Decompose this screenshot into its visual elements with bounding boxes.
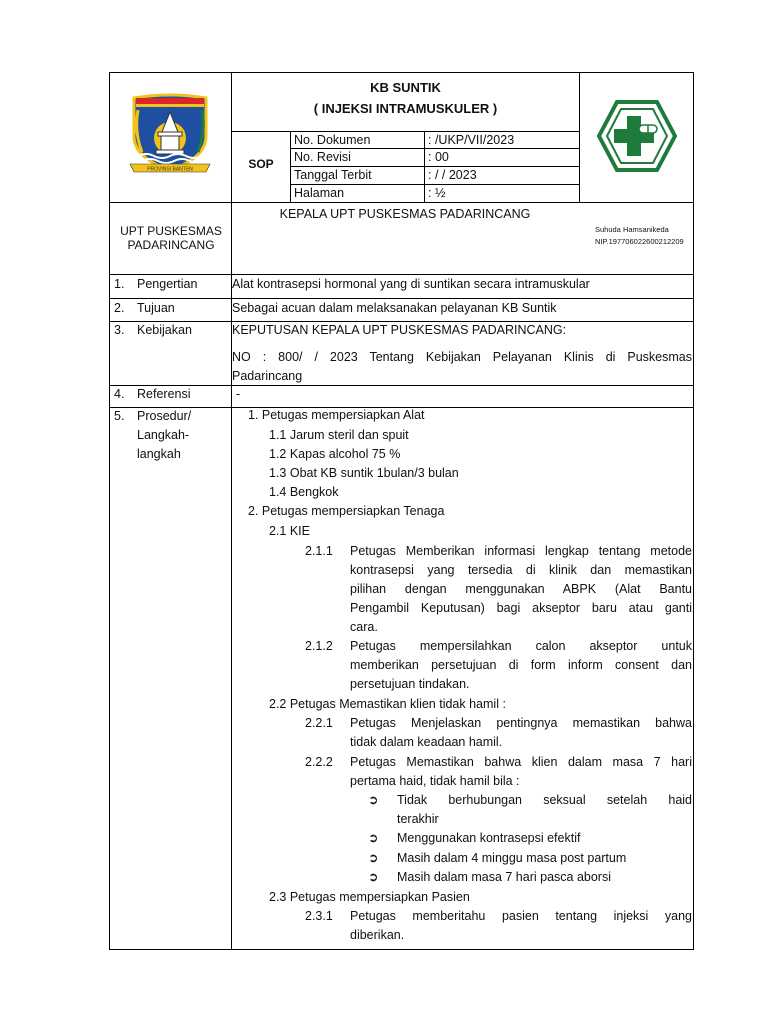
bullet-1-line-1: Tidak berhubungan seksual setelah haid bbox=[397, 793, 692, 807]
section-3-text-2a: NO : 800/ / 2023 Tentang Kebijakan Pelayanan Klinis di Puskesmas bbox=[232, 350, 692, 364]
section-3-label: Kebijakan bbox=[137, 323, 192, 337]
provinsi-banten-logo bbox=[128, 92, 212, 174]
procedure-step-2-1-1-line-1: Petugas Memberikan informasi lengkap tentang metode bbox=[350, 544, 692, 558]
document-subtitle: ( INJEKSI INTRAMUSKULER ) bbox=[313, 101, 498, 116]
bullet-arrow-icon: ➲ bbox=[368, 851, 379, 865]
procedure-step-2-2-1-line-1: Petugas Menjelaskan pentingnya memastikan bahwa bbox=[350, 716, 692, 730]
procedure-step-1-2: 1.2 Kapas alcohol 75 % bbox=[269, 447, 401, 461]
section-5-label-3: langkah bbox=[137, 447, 181, 461]
procedure-step-2-1: 2.1 KIE bbox=[269, 524, 310, 538]
procedure-step-1-4: 1.4 Bengkok bbox=[269, 485, 339, 499]
sop-label: SOP bbox=[248, 157, 274, 171]
procedure-step-2: 2. Petugas mempersiapkan Tenaga bbox=[248, 504, 445, 518]
meta-label-revisi: No. Revisi bbox=[294, 150, 351, 164]
meta-label-dokumen: No. Dokumen bbox=[294, 133, 371, 147]
signer-name: Suhuda Hamsanikeda bbox=[595, 225, 669, 234]
procedure-step-2-1-1-line-2: kontrasepsi yang tersedia di klinik dan memastikan bbox=[350, 563, 692, 577]
signer-nip: NIP.197706022600212209 bbox=[595, 237, 684, 246]
procedure-step-2-3-1-number: 2.3.1 bbox=[305, 909, 333, 923]
procedure-step-2-1-2-number: 2.1.2 bbox=[305, 639, 333, 653]
procedure-step-1: 1. Petugas mempersiapkan Alat bbox=[248, 408, 425, 422]
section-4-number: 4. bbox=[114, 387, 125, 401]
bullet-arrow-icon: ➲ bbox=[368, 870, 379, 884]
bullet-4: Masih dalam masa 7 hari pasca aborsi bbox=[397, 870, 611, 884]
procedure-step-2-3: 2.3 Petugas mempersiapkan Pasien bbox=[269, 890, 470, 904]
procedure-step-2-1-1-line-5: cara. bbox=[350, 620, 378, 634]
section-3-text-2b: Padarincang bbox=[232, 369, 303, 383]
procedure-step-2-1-2-line-2: memberikan persetujuan di form inform consent dan bbox=[350, 658, 692, 672]
section-4-text: - bbox=[236, 387, 241, 401]
section-1-number: 1. bbox=[114, 277, 125, 291]
document-title: KB SUNTIK bbox=[370, 80, 441, 95]
procedure-step-2-2-2-line-1: Petugas Memastikan bahwa klien dalam masa 7 hari bbox=[350, 755, 692, 769]
meta-value-tanggal: : / / 2023 bbox=[428, 168, 477, 182]
meta-value-halaman: : ½ bbox=[428, 186, 446, 200]
meta-value-dokumen: : /UKP/VII/2023 bbox=[428, 133, 515, 147]
meta-label-tanggal: Tanggal Terbit bbox=[294, 168, 372, 182]
meta-label-halaman: Halaman bbox=[294, 186, 345, 200]
puskesmas-logo bbox=[597, 100, 677, 172]
section-5-label-1: Prosedur/ bbox=[137, 409, 192, 423]
section-2-text: Sebagai acuan dalam melaksanakan pelayanan KB Suntik bbox=[232, 301, 557, 315]
bullet-arrow-icon: ➲ bbox=[368, 831, 379, 845]
org-name: UPT PUSKESMAS PADARINCANG bbox=[120, 224, 222, 252]
procedure-step-2-3-1-line-1: Petugas memberitahu pasien tentang injeksi yang bbox=[350, 909, 692, 923]
section-3-text-1: KEPUTUSAN KEPALA UPT PUSKESMAS PADARINCANG: bbox=[232, 323, 567, 337]
section-1-text: Alat kontrasepsi hormonal yang di suntikan secara intramuskular bbox=[232, 277, 590, 291]
meta-value-revisi: : 00 bbox=[428, 150, 449, 164]
bullet-2: Menggunakan kontrasepsi efektif bbox=[397, 831, 581, 845]
section-4-label: Referensi bbox=[137, 387, 191, 401]
procedure-step-2-3-1-line-2: diberikan. bbox=[350, 928, 405, 942]
procedure-step-2-2-1-number: 2.2.1 bbox=[305, 716, 333, 730]
procedure-step-1-1: 1.1 Jarum steril dan spuit bbox=[269, 428, 409, 442]
procedure-step-2-1-1-number: 2.1.1 bbox=[305, 544, 333, 558]
logo-caption: PROVINSI BANTEN bbox=[147, 166, 193, 173]
section-3-number: 3. bbox=[114, 323, 125, 337]
section-5-label-2: Langkah- bbox=[137, 428, 190, 442]
section-1-label: Pengertian bbox=[137, 277, 198, 291]
section-2-number: 2. bbox=[114, 301, 125, 315]
procedure-step-1-3: 1.3 Obat KB suntik 1bulan/3 bulan bbox=[269, 466, 459, 480]
procedure-step-2-2-1-line-2: tidak dalam keadaan hamil. bbox=[350, 735, 503, 749]
procedure-step-2-2: 2.2 Petugas Memastikan klien tidak hamil : bbox=[269, 697, 506, 711]
procedure-step-2-2-2-number: 2.2.2 bbox=[305, 755, 333, 769]
procedure-step-2-1-1-line-3: pilihan dengan menggunakan ABPK (Alat Bantu bbox=[350, 582, 692, 596]
procedure-step-2-1-2-line-1: Petugas mempersilahkan calon akseptor untuk bbox=[350, 639, 692, 653]
bullet-1-line-2: terakhir bbox=[397, 812, 439, 826]
procedure-step-2-1-1-line-4: Pengambil Keputusan) bagi akseptor baru atau ganti bbox=[350, 601, 692, 615]
section-2-label: Tujuan bbox=[137, 301, 175, 315]
section-5-number: 5. bbox=[114, 409, 125, 423]
bullet-3: Masih dalam 4 minggu masa post partum bbox=[397, 851, 627, 865]
bullet-arrow-icon: ➲ bbox=[368, 793, 379, 807]
head-title: KEPALA UPT PUSKESMAS PADARINCANG bbox=[279, 207, 531, 221]
procedure-step-2-1-2-line-3: persetujuan tindakan. bbox=[350, 677, 470, 691]
procedure-step-2-2-2-line-2: pertama haid, tidak hamil bila : bbox=[350, 774, 520, 788]
